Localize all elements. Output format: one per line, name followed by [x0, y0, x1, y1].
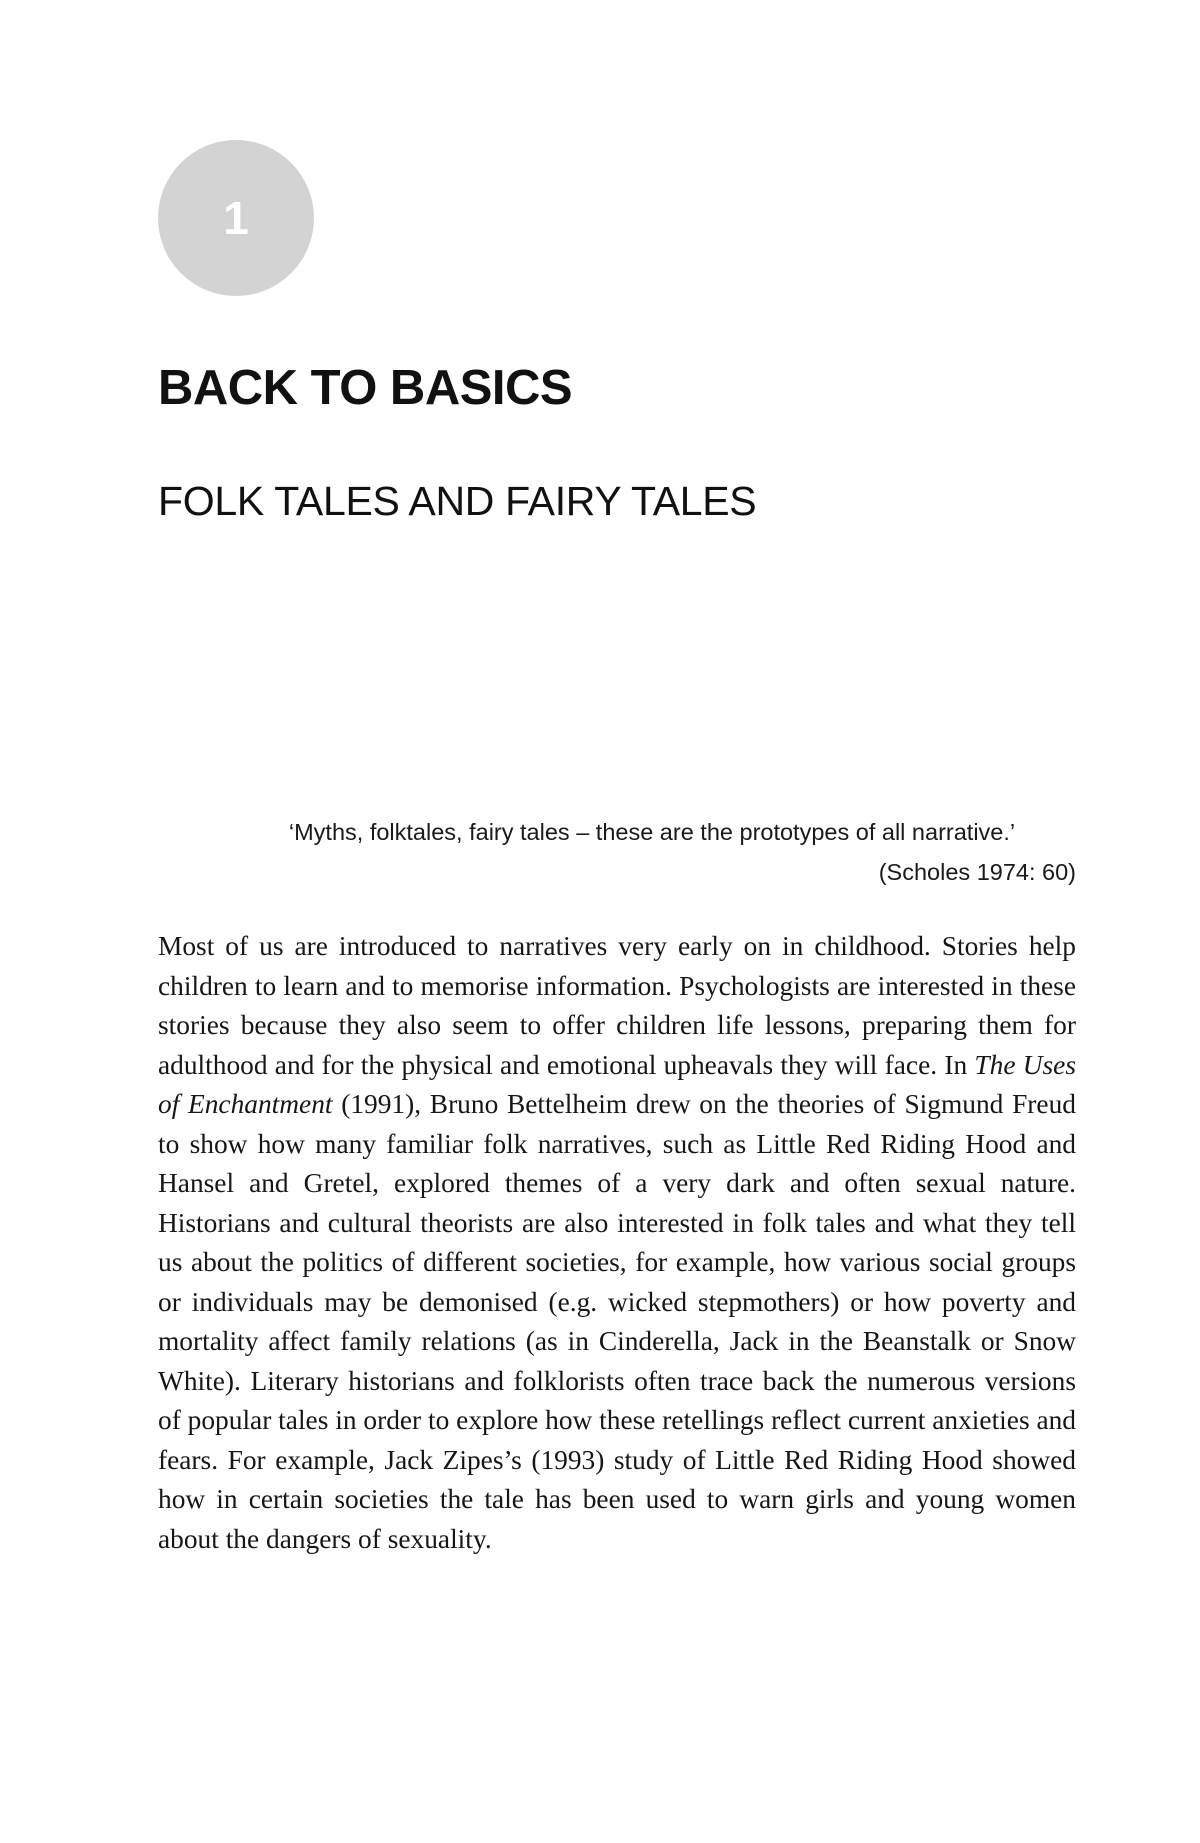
epigraph-quote: ‘Myths, folktales, fairy tales – these are the prototypes of all narrative.’ — [288, 819, 1016, 845]
chapter-number: 1 — [223, 192, 249, 244]
chapter-title: BACK TO BASICS — [158, 361, 573, 415]
body-paragraph — [158, 927, 1076, 1559]
body-text-part-1: Most of us are introduced to narratives very early on in childhood. Stories help children to learn and to memorise information. Psychologists are interested in these stories because they also seem to offer children life lessons, preparing them for adulthood and for the physical and emotional upheavals they will face. In — [158, 931, 1076, 1080]
chapter-number-badge — [158, 140, 314, 296]
body-text-part-2: (1991), Bruno Bettelheim drew on the theories of Sigmund Freud to show how many familiar folk narratives, such as Little Red Riding Hood and Hansel and Gretel, explored themes of a very dark and often sexual nature. Historians and cultural theorists are also interested in folk tales and what they tell us about the politics of different societies, for example, how various social groups or individuals may be demonised (e.g. wicked stepmothers) or how poverty and mortality affect family relations (as in Cinderella, Jack in the Beanstalk or Snow White). Literary historians and folklorists often trace back the numerous versions of popular tales in order to explore how these retellings reflect current anxieties and fears. For example, Jack Zipes’s (1993) study of Little Red Riding Hood showed how in certain societies the tale has been used to warn girls and young women about the dangers of sexuality. — [158, 1089, 1077, 1554]
book-title: The Uses of Enchantment — [158, 1049, 1076, 1119]
epigraph — [158, 812, 1076, 892]
epigraph-citation: (Scholes 1974: 60) — [878, 859, 1076, 885]
chapter-subtitle: FOLK TALES AND FAIRY TALES — [158, 478, 757, 524]
